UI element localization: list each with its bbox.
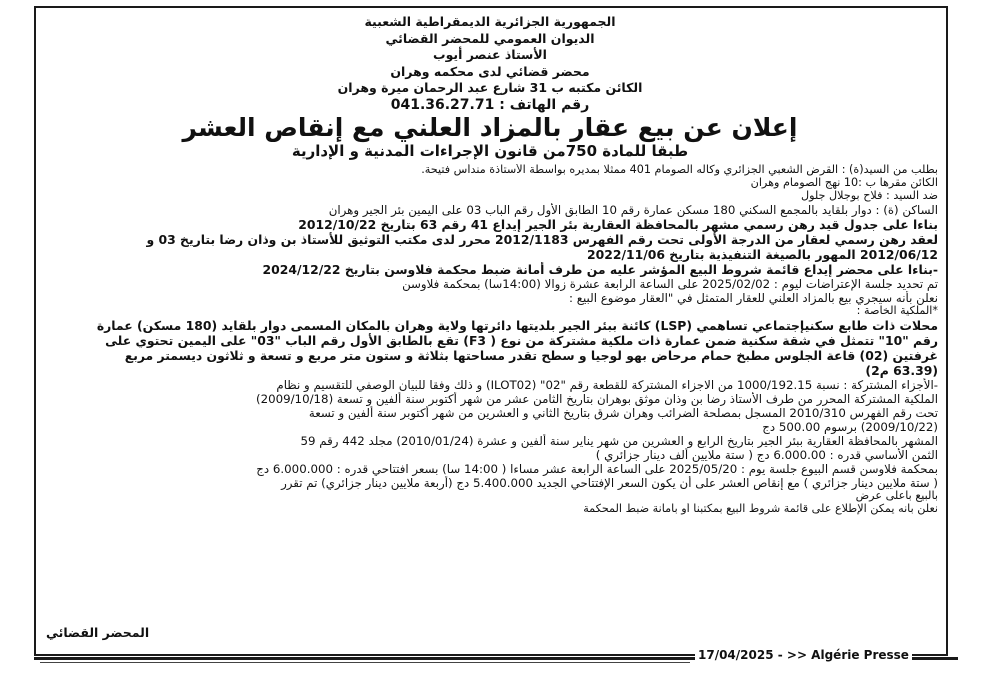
body-line: المشهر بالمحافظة العقارية ببئر الجير بتاريخ الرابع و العشرين من شهر يناير سنة ألفين و عشرة (2010/01/24) مجلد 442 رقم 59 [300,434,938,449]
announcement-body [42,164,938,516]
announcement-title: إعلان عن بيع عقار بالمزاد العلني مع إنقاص العشر [182,113,798,142]
body-line: 2012/06/12 المهور بالصيغة التنفيذية بتاريخ 2022/11/06 [586,246,938,262]
body-line: غرفتين (02) قاعة الجلوس مطبخ حمام مرحاض بهو لوجيا و سطح تقدر مساحتها بثلاثة و ستون متر مربع و تسعة و ثلاثون ديسمتر مربع [124,348,938,364]
header-phone: رقم الهاتف : 041.36.27.71 [390,96,590,113]
body-line: *الملكية الخاصة : [856,305,938,318]
body-line: (63.39 م2) [865,363,938,379]
body-line: بناءا على جدول قيد رهن رسمي مشهر بالمحافظة العقارية بئر الجير إيداع 41 رقم 63 بتاريخ 2012/10/22 [298,216,938,232]
body-line: تحت رقم الفهرس 2010/310 المسجل بمصلحة الضرائب وهران شرق بتاريخ الثاني و العشرين من شهر أكتوبر سنة ألفين و تسعة [308,406,938,421]
header-address: الكائن مكتبه ب 31 شارع عبد الرحمان ميرة وهران [337,80,643,95]
source-credit: 17/04/2025 - >> Algérie Presse [695,648,912,662]
bottom-divider-right [936,657,958,660]
body-line: بطلب من السيد(ة) : القرض الشعبي الجزائري وكاله الصومام 401 ممثلا بمديره بواسطة الأستاذة مندأس فتيحة. [421,164,938,176]
body-line: بالبيع بأعلى عرض [855,490,938,503]
body-line: ( ستة ملايين دينار جزائري ) مع إنقاص العشر على أن يكون السعر الإفتتاحي الجديد 5.400.000 دج (أربعة ملايين دينار جزائري) تم تقرر [281,476,938,491]
body-line: ضد السيد : فلاح بوجلال جلول [800,189,938,202]
header-court: محضر قضائي لدى محكمه وهران [390,63,590,79]
header-bailiff-name: الأستاذ عنصر أيوب [433,47,547,62]
body-line: -الأجزاء المشتركة : نسبة 1000/192.15 من الاجزاء المشتركة للقطعة رقم "02" (ILOT02) و ذلك وفقا للبيان الوصفي للتقسيم و نظام [276,378,938,393]
body-line: -بناءا على محضر إيداع قائمة شروط البيع المؤشر عليه من طرف أمانة ضبط محكمة فلاوسن بتاريخ 2024/12/22 [262,262,938,277]
body-line: محلات ذات طابع سكنيإجتماعي تساهمي (LSP) كائنة ببئر الجير بلديتها دائرتها ولاية وهران بالمكان المسمى دوار بلقايد (180 مسكن) عمارة [96,318,938,333]
body-line: نعلن بأنه سيجري بيع بالمزاد العلني للعقار المتمثل في "العقار موضوع البيع : [568,291,938,306]
body-line: الكائن مقرها ب :10 نهج الصومام وهران [750,176,938,189]
bottom-divider-thin [40,662,690,663]
announcement-subtitle: طبقا للمادة 750من قانون الإجراءات المدنية و الإدارية [291,142,689,160]
header-republic: الجمهورية الجزائرية الديمقراطية الشعبية [364,14,616,29]
body-line: رقم "10" تتمثل في شقة سكنية ضمن عمارة ذات ملكية مشتركة من نوع ( F3) تقع بالطابق الأول رقم الباب "03" على اليمين تحتوي على [105,333,938,349]
body-line: (2009/10/22) برسوم 500.00 دج [762,420,938,435]
body-line: لعقد رهن رسمي لعقار من الدرجة الأولى تحت رقم الفهرس 2012/1183 محرر لدى مكتب التوثيق للأستاذ بن وذان رضا بتاريخ 03 و [146,231,938,247]
body-line: الساكن (ة) : دوار بلقايد بالمجمع السكني 180 مسكن عمارة رقم 10 الطابق الأول رقم الباب 03 على اليمين بئر الجير وهران [328,202,938,217]
body-line: تم تحديد جلسة الإعتراضات ليوم : 2025/02/02 على الساعة الرابعة عشرة زوالا (14:00سا) بمحكمة فلاوسن [402,277,938,292]
header-office: الديوان العمومي للمحضر القضائي [385,30,595,46]
signature-label: المحضر القضائي [46,625,150,640]
body-line: الثمن الأساسي قدره : 6.000.00 دج ( ستة ملايين ألف دينار جزائري ) [595,448,938,463]
body-line: الملكية المشتركة المحرر من طرف الأستاذ رضا بن وذان موثق بوهران بتاريخ الثامن عشر من شهر أكتوبر سنة ألفين و تسعة (2009/10/18) [255,392,938,407]
body-line: نعلن بأنه يمكن الإطلاع على قائمة شروط البيع بمكتبنا أو بأمانة ضبط المحكمة [583,503,938,516]
announcement-content [42,14,938,648]
body-line: بمحكمة فلاوسن قسم البيوع جلسة يوم : 2025/05/20 على الساعة الرابعة عشر مساءا ( 14:00 سا) بسعر افتتاحي قدره : 6.000.000 دج [256,462,938,477]
announcement-frame [34,6,948,656]
